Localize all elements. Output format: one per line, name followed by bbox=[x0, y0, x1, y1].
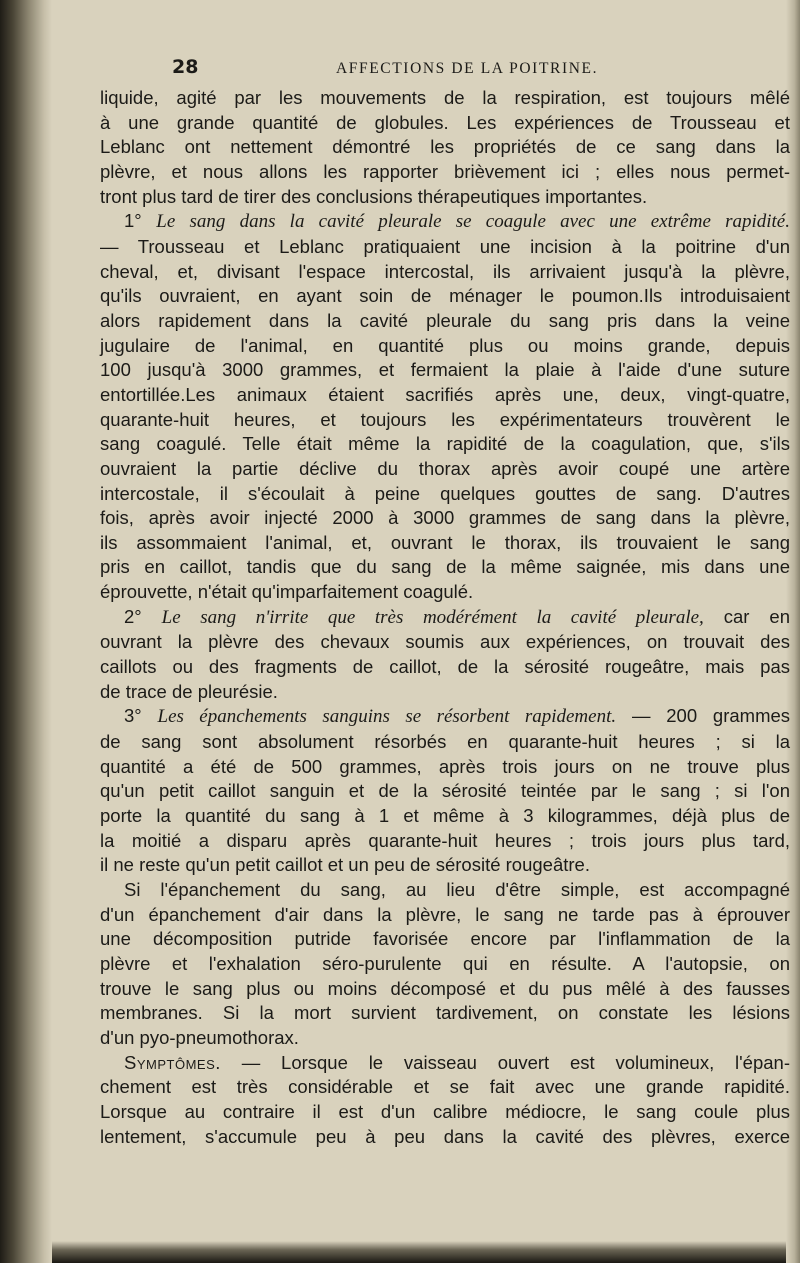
text-line: plèvre, et nous allons les rapporter brièvement ici ; elles nous permet- bbox=[100, 160, 790, 182]
heading-italic: Le sang dans la cavité pleurale se coagule avec une extrême rapidité. bbox=[156, 211, 790, 233]
text-line: pris en caillot, tandis que du sang de la même saignée, mis dans une bbox=[100, 556, 790, 578]
symptoms-tail: — Lorsque le vaisseau ouvert est volumineux, l'épan- bbox=[241, 1051, 790, 1073]
text-line: cheval, et, divisant l'espace intercostal, ils arrivaient jusqu'à la plèvre, bbox=[100, 260, 790, 282]
text-line: éprouvette, n'était qu'imparfaitement coagulé. bbox=[100, 581, 474, 603]
text-line: Leblanc ont nettement démontré les propriétés de ce sang dans la bbox=[100, 136, 790, 158]
text-line: liquide, agité par les mouvements de la respiration, est toujours mêlé bbox=[100, 87, 790, 108]
heading-line-3 bbox=[100, 704, 790, 730]
text-line: de sang sont absolument résorbés en quarante-huit heures ; si la bbox=[100, 731, 790, 753]
body-text bbox=[100, 86, 790, 1149]
text-line: membranes. Si la mort survient tardivement, on constate les lésions bbox=[100, 1002, 790, 1024]
text-line: de trace de pleurésie. bbox=[100, 680, 278, 702]
text-line: porte la quantité du sang à 1 et même à 3 kilogrammes, déjà plus de bbox=[100, 805, 790, 827]
text-line: ils assommaient l'animal, et, ouvrant le thorax, ils trouvaient le sang bbox=[100, 531, 790, 553]
text-line: plèvre et l'exhalation séro-purulente qui en résulte. A l'autopsie, on bbox=[100, 952, 790, 974]
heading-line-1 bbox=[100, 209, 790, 235]
text-line: qu'ils ouvraient, en ayant soin de ménager le poumon.Ils introduisaient bbox=[100, 285, 790, 307]
running-title: AFFECTIONS DE LA POITRINE. bbox=[336, 60, 599, 77]
text-line: entortillée.Les animaux étaient sacrifiés après une, deux, vingt-quatre, bbox=[100, 383, 790, 405]
text-line: à une grande quantité de globules. Les expériences de Trousseau et bbox=[100, 111, 790, 133]
text-line: d'un pyo-pneumothorax. bbox=[100, 1026, 299, 1048]
heading-tail: car en bbox=[723, 605, 791, 627]
heading-number: 1° bbox=[124, 210, 142, 232]
text-line: trouve le sang plus ou moins décomposé et du pus mêlé à des fausses bbox=[100, 977, 790, 999]
text-line: ouvrant la plèvre des chevaux soumis aux expériences, on trouvait des bbox=[100, 631, 790, 653]
text-line: Lorsque au contraire il est d'un calibre médiocre, le sang coule plus bbox=[100, 1100, 790, 1122]
book-page bbox=[100, 56, 790, 1149]
heading-number: 2° bbox=[124, 605, 142, 627]
text-line: quantité a été de 500 grammes, après trois jours on ne trouve plus bbox=[100, 755, 790, 777]
text-line: Si l'épanchement du sang, au lieu d'être simple, est accompagné bbox=[124, 879, 790, 900]
text-line: fois, après avoir injecté 2000 à 3000 grammes de sang dans la plèvre, bbox=[100, 507, 790, 529]
text-line: tront plus tard de tirer des conclusions thérapeutiques importantes. bbox=[100, 185, 648, 207]
text-line: une décomposition putride favorisée encore par l'inflammation de la bbox=[100, 928, 790, 950]
heading-italic: Les épanchements sanguins se résorbent rapidement. bbox=[157, 706, 617, 728]
text-line: 100 jusqu'à 3000 grammes, et fermaient la plaie à l'aide d'une suture bbox=[100, 359, 790, 381]
text-line: — Trousseau et Leblanc pratiquaient une incision à la poitrine d'un bbox=[100, 235, 790, 257]
symptoms-label: Symptômes. bbox=[124, 1051, 221, 1073]
heading-line-2 bbox=[100, 605, 790, 631]
text-line: d'un épanchement d'air dans la plèvre, le sang ne tarde pas à éprouver bbox=[100, 903, 790, 925]
heading-number: 3° bbox=[124, 705, 142, 727]
page-number: 28 bbox=[172, 56, 199, 78]
text-line: quarante-huit heures, et toujours les expérimentateurs trouvèrent le bbox=[100, 408, 790, 430]
text-line: alors rapidement dans la cavité pleurale du sang pris dans la veine bbox=[100, 309, 790, 331]
page-bottom-shadow bbox=[52, 1241, 786, 1263]
text-line: chement est très considérable et se fait avec une grande rapidité. bbox=[100, 1076, 790, 1098]
text-line: lentement, s'accumule peu à peu dans la cavité des plèvres, exerce bbox=[100, 1125, 790, 1147]
running-head bbox=[100, 56, 790, 86]
text-line: sang coagulé. Telle était même la rapidité de la coagulation, que, s'ils bbox=[100, 433, 790, 455]
text-line: jugulaire de l'animal, en quantité plus ou moins grande, depuis bbox=[100, 334, 790, 356]
text-line: il ne reste qu'un petit caillot et un peu de sérosité rougeâtre. bbox=[100, 854, 590, 876]
text-line: qu'un petit caillot sanguin et de la sérosité teintée par le sang ; si l'on bbox=[100, 780, 790, 802]
text-line: intercostale, il s'écoulait à peine quelques gouttes de sang. D'autres bbox=[100, 482, 790, 504]
text-line: la moitié a disparu après quarante-huit heures ; trois jours plus tard, bbox=[100, 829, 790, 851]
symptoms-line bbox=[100, 1051, 790, 1076]
text-line: caillots ou des fragments de caillot, de la sérosité rougeâtre, mais pas bbox=[100, 656, 790, 678]
book-binding-shadow bbox=[0, 0, 52, 1263]
text-line: ouvraient la partie déclive du thorax après avoir coupé une artère bbox=[100, 457, 790, 479]
heading-italic: Le sang n'irrite que très modérément la cavité pleurale, bbox=[161, 606, 704, 628]
heading-tail: — 200 grammes bbox=[631, 705, 791, 727]
